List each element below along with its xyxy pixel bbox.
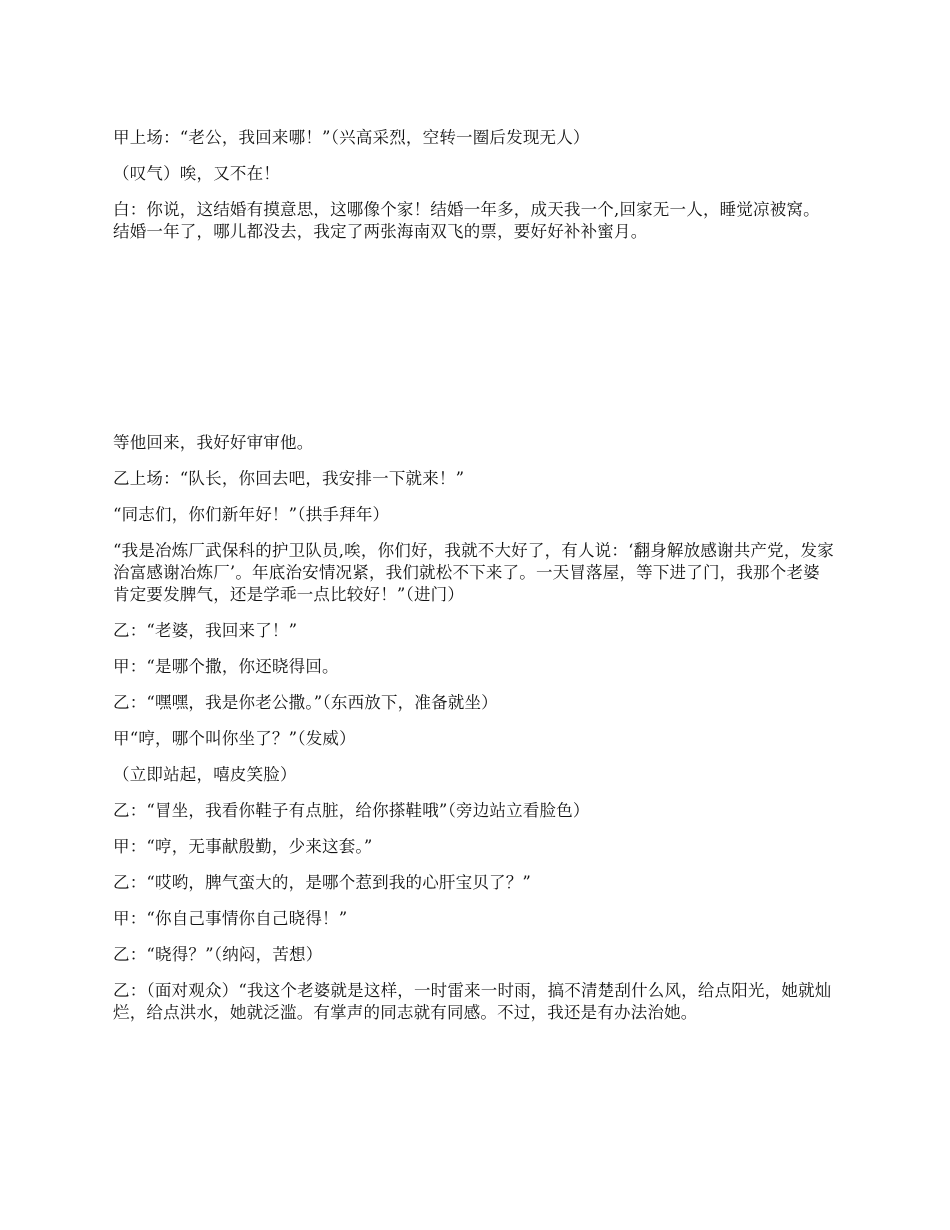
paragraph-sigh: （叹气）唉，又不在！ (113, 164, 280, 183)
paragraph-dialogue-1: 乙：“老婆，我回来了！” (113, 621, 298, 640)
paragraph-new-year-greeting: “同志们，你们新年好！”（拱手拜年） (113, 505, 390, 524)
paragraph-audience-aside: 乙：（面对观众）“我这个老婆就是这样，一时雷来一时雨，搞不清楚刮什么风，给点阳光，她就灿烂，给点洪水，她就泛滥。有掌声的同志就有同感。不过，我还是有办法治她。 (113, 981, 832, 1022)
paragraph-jia-enters: 甲上场：“老公，我回来哪！”（兴高采烈，空转一圈后发现无人） (113, 128, 590, 147)
paragraph-yi-introduction: “我是冶炼厂武保科的护卫队员,唉，你们好，我就不大好了，有人说：‘翻身解放感谢共产党，发家治富感谢冶炼厂’。年底治安情况紧，我们就松不下来了。一天冒落屋，等下进了门，我那个老婆肯定要发脾气，还是学乖一点比较好！”（进门） (113, 541, 834, 604)
paragraph-dialogue-7: 乙：“哎哟，脾气蛮大的，是哪个惹到我的心肝宝贝了？” (113, 873, 532, 892)
paragraph-wait-for-him: 等他回来，我好好审审他。 (113, 433, 314, 452)
paragraph-stage-direction: （立即站起，嘻皮笑脸） (113, 765, 297, 784)
paragraph-dialogue-8: 甲：“你自己事情你自己晓得！” (113, 909, 348, 928)
paragraph-dialogue-4: 甲“哼，哪个叫你坐了？”（发威） (113, 729, 356, 748)
paragraph-dialogue-5: 乙：“冒坐，我看你鞋子有点脏，给你搽鞋哦”（旁边站立看脸色） (113, 801, 590, 820)
paragraph-yi-enters: 乙上场：“队长，你回去吧，我安排一下就来！” (113, 469, 465, 488)
paragraph-dialogue-6: 甲：“哼，无事献殷勤，少来这套。” (113, 837, 373, 856)
paragraph-dialogue-9: 乙：“晓得？”（纳闷，苦想） (113, 945, 323, 964)
paragraph-dialogue-3: 乙：“嘿嘿，我是你老公撒。”（东西放下，准备就坐） (113, 693, 498, 712)
paragraph-dialogue-2: 甲：“是哪个撒，你还晓得回。 (113, 657, 339, 676)
paragraph-monologue: 白：你说，这结婚有摸意思，这哪像个家！结婚一年多，成天我一个,回家无一人，睡觉凉被窝。结婚一年了，哪儿都没去，我定了两张海南双飞的票，要好好补补蜜月。 (113, 200, 820, 241)
